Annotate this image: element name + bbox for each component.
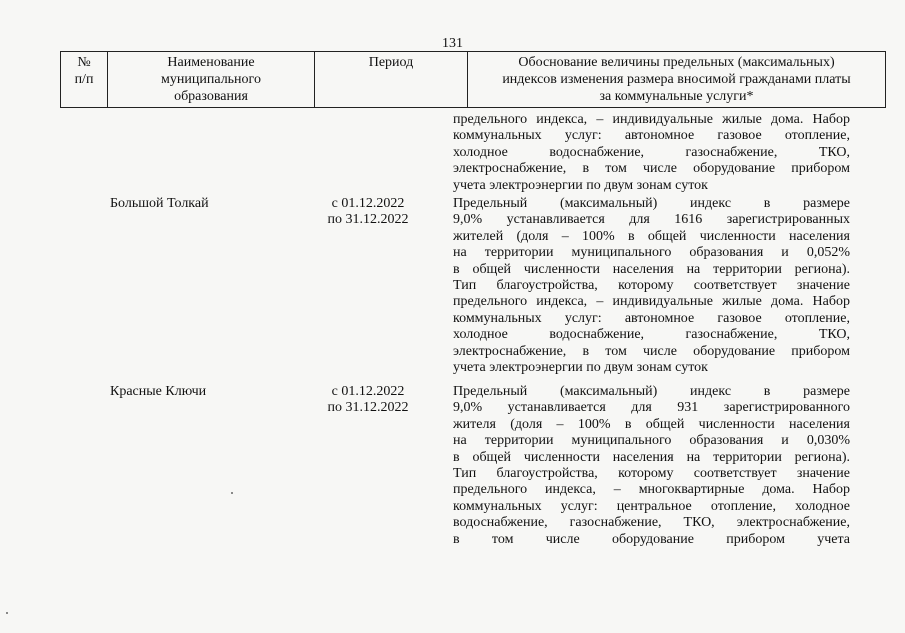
text-line: Тип благоустройства, которому соответствует значение: [453, 278, 850, 294]
text-line: Тип благоустройства, которому соответствует значение: [453, 466, 850, 482]
text-line: Предельный (максимальный) индекс в размере: [453, 384, 850, 399]
header-line: Наименование: [167, 55, 255, 70]
text-line: холодное водоснабжение, газоснабжение, ТКО,: [453, 327, 850, 343]
text-line: коммунальных услуг: центральное отопление, холодное: [453, 498, 850, 514]
text-line: электроснабжение, в том числе оборудование прибором: [453, 343, 850, 359]
scan-speck: [231, 492, 233, 494]
justification-text: [453, 196, 850, 376]
period-from: с 01.12.2022: [331, 196, 405, 211]
text-line: электроснабжение, в том числе оборудование прибором: [453, 161, 850, 177]
text-line: Предельный (максимальный) индекс в размере: [453, 196, 850, 211]
period-from: с 01.12.2022: [331, 384, 405, 399]
header-line: муниципального: [161, 72, 261, 87]
text-line: 9,0% устанавливается для 1616 зарегистрированных: [453, 212, 850, 228]
text-line: холодное водоснабжение, газоснабжение, ТКО,: [453, 144, 850, 160]
text-line: 9,0% устанавливается для 931 зарегистрированного: [453, 400, 850, 416]
text-line: в том числе оборудование прибором учета: [453, 531, 850, 547]
header-line: образования: [174, 89, 248, 104]
text-line: предельного индекса, – многоквартирные дома. Набор: [453, 482, 850, 498]
text-line: предельного индекса, – индивидуальные жилые дома. Набор: [453, 294, 850, 310]
header-period: [315, 52, 468, 108]
text-line: жителя (доля – 100% в общей численности населения: [453, 416, 850, 432]
header-line: Обоснование величины предельных (максимальных): [518, 55, 835, 70]
text-line: жителей (доля – 100% в общей численности населения: [453, 228, 850, 244]
text-line: в общей численности населения на территории региона).: [453, 449, 850, 465]
text-line: учета электроэнергии по двум зонам суток: [453, 177, 708, 193]
header-line: п/п: [74, 72, 94, 87]
header-line: Период: [368, 55, 414, 70]
period: [312, 384, 424, 417]
continuation-text: [453, 112, 850, 194]
text-line: в общей численности населения на территории региона).: [453, 261, 850, 277]
justification-text: [453, 384, 850, 548]
text-line: на территории муниципального образования и 0,030%: [453, 433, 850, 449]
header-line: №: [77, 55, 91, 70]
header-number: [61, 52, 108, 108]
period-to: по 31.12.2022: [327, 400, 409, 416]
text-line: коммунальных услуг: автономное газовое отопление,: [453, 128, 850, 144]
header-justification: [468, 52, 886, 108]
municipality-name: Большой Толкай: [110, 196, 209, 211]
header-municipality: [108, 52, 315, 108]
municipality-name: Красные Ключи: [110, 384, 207, 399]
scan-speck: [6, 612, 8, 614]
period: [312, 196, 424, 229]
period-to: по 31.12.2022: [327, 212, 409, 228]
header-line: за коммунальные услуги*: [599, 89, 754, 104]
table-header: [60, 51, 886, 108]
text-line: водоснабжение, газоснабжение, ТКО, электроснабжение,: [453, 515, 850, 531]
text-line: коммунальных услуг: автономное газовое отопление,: [453, 310, 850, 326]
text-line: учета электроэнергии по двум зонам суток: [453, 360, 708, 376]
text-line: на территории муниципального образования и 0,052%: [453, 245, 850, 261]
header-line: индексов изменения размера вносимой гражданами платы: [502, 72, 851, 87]
page-number: 131: [442, 36, 463, 51]
text-line: предельного индекса, – индивидуальные жилые дома. Набор: [453, 112, 850, 127]
